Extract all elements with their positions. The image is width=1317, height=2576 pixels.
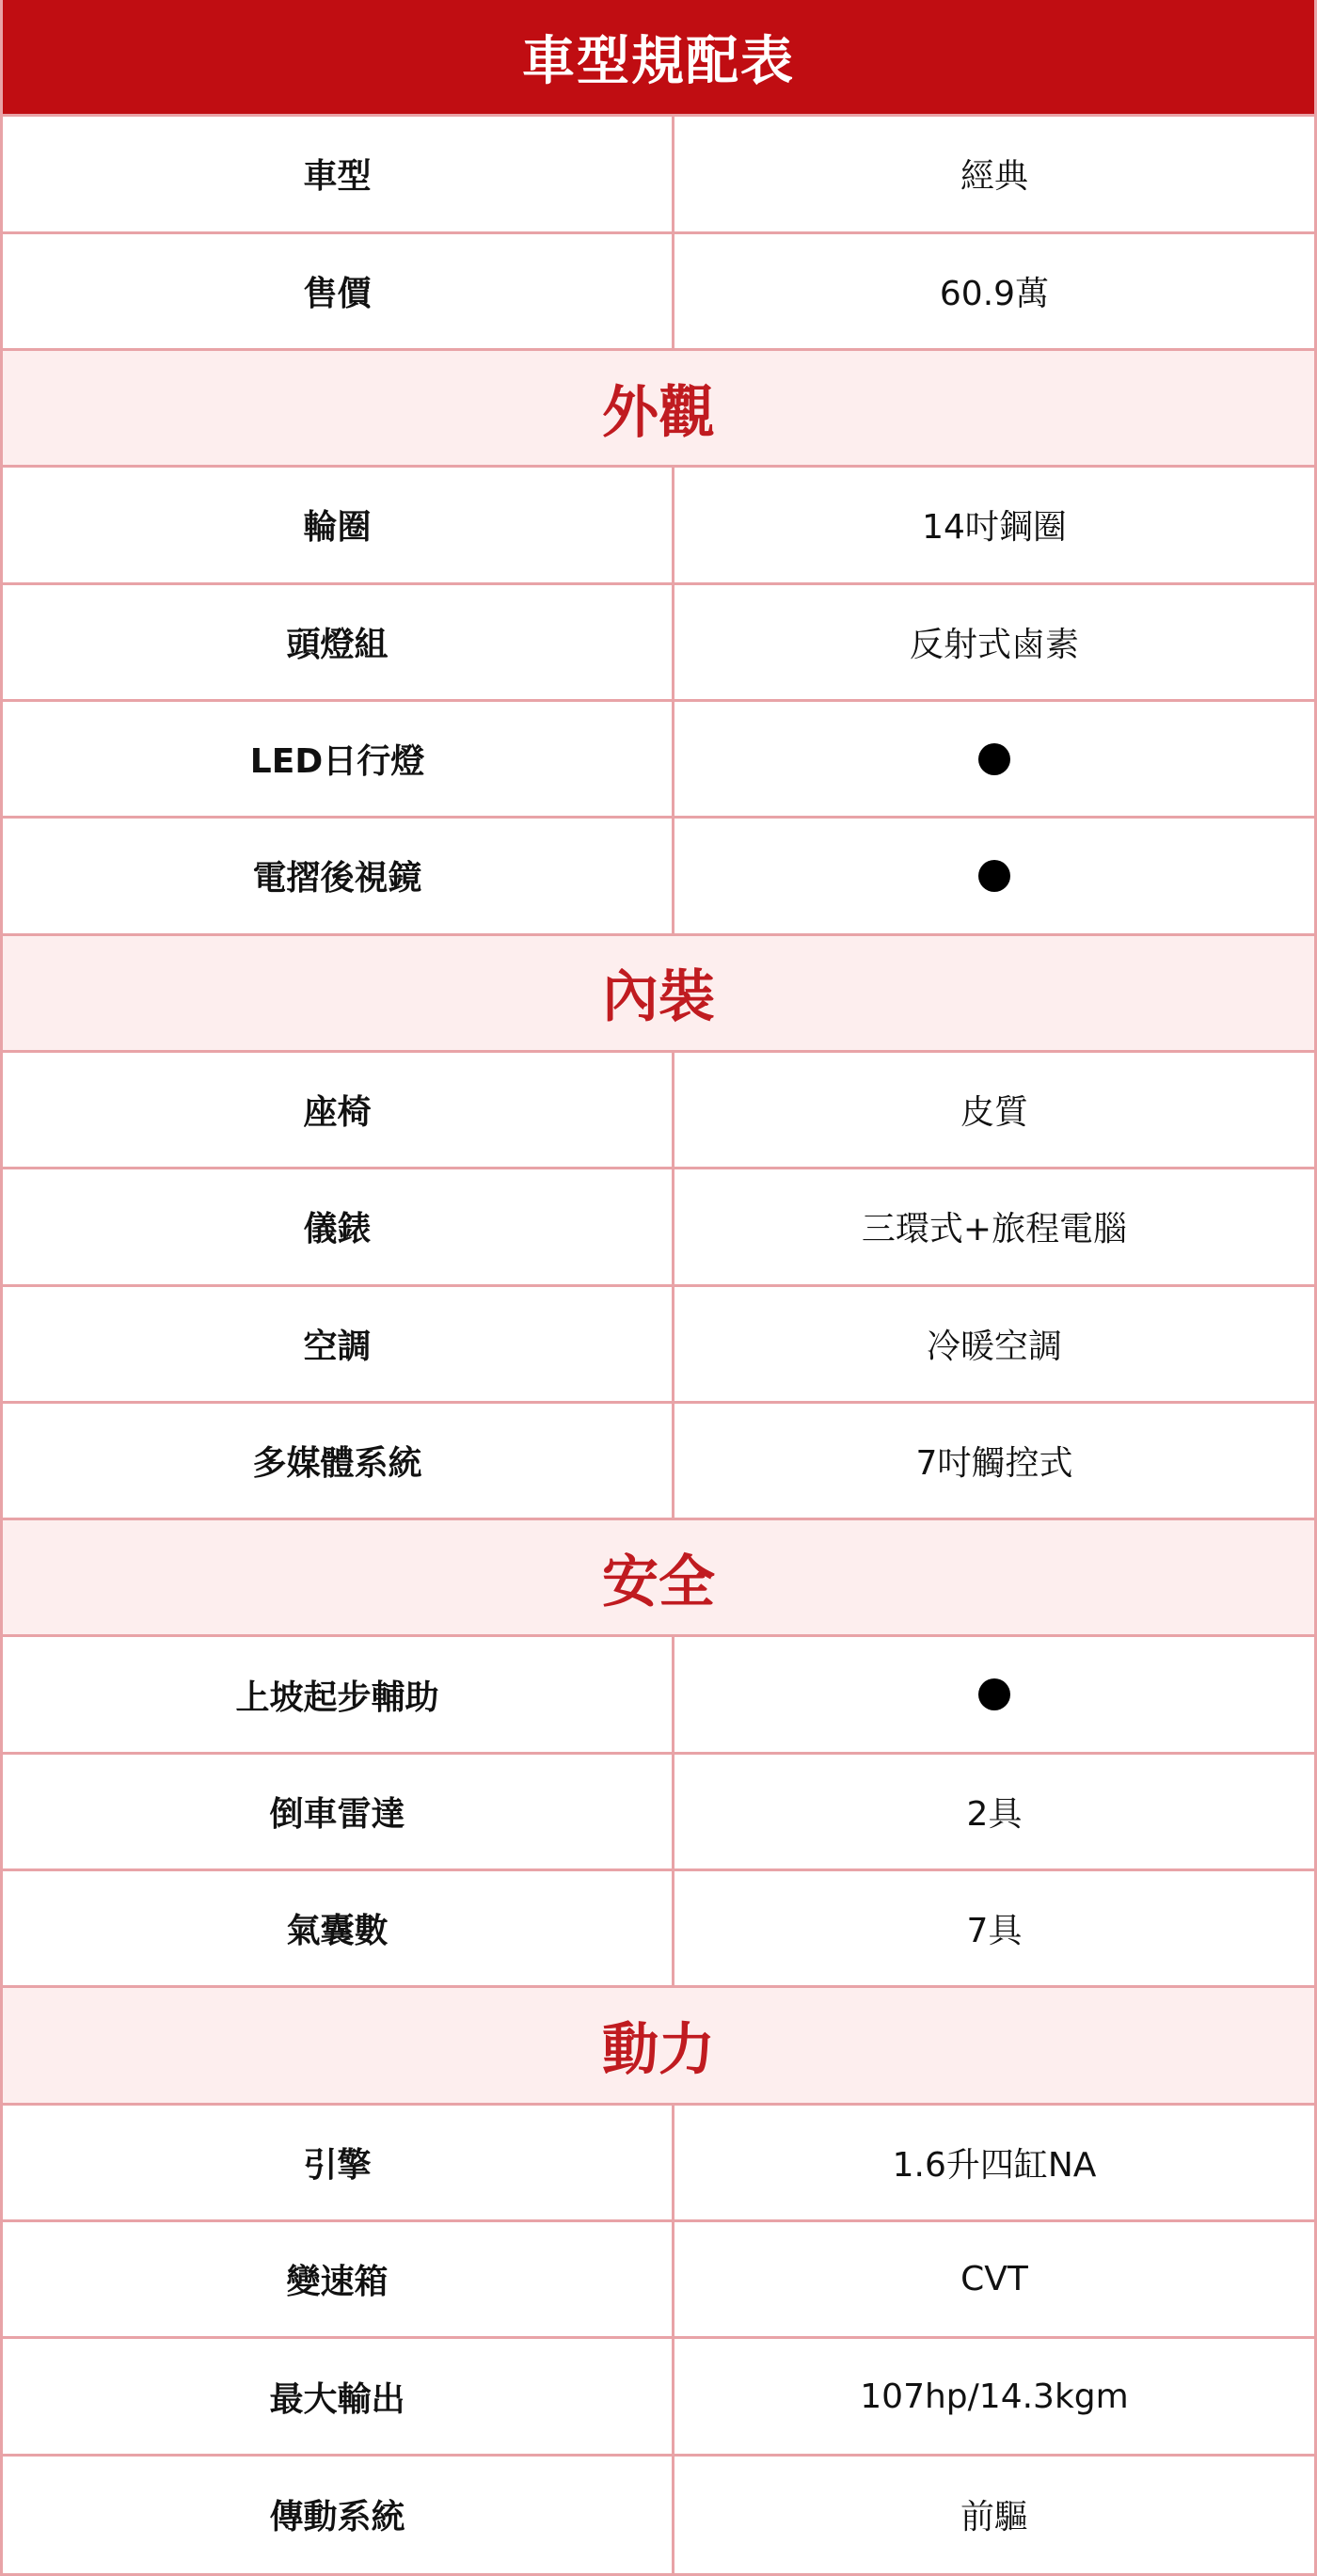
section-heading-powertrain: 動力 [3,1988,1314,2105]
spec-row-power-folding-mirrors [3,819,1314,935]
spec-label: 氣囊數 [3,1871,674,1985]
spec-label: 傳動系統 [3,2457,674,2573]
spec-value: 反射式鹵素 [909,625,1079,664]
spec-value: 皮質 [960,1093,1028,1133]
spec-value: 前驅 [960,2498,1028,2537]
spec-row-engine [3,2106,1314,2222]
spec-value [674,819,1314,932]
spec-label: 最大輸出 [3,2339,674,2453]
spec-label: 變速箱 [3,2222,674,2336]
spec-label: 電摺後視鏡 [3,819,674,932]
spec-label: 售價 [3,234,674,348]
spec-row-ac [3,1287,1314,1404]
spec-row-wheels [3,468,1314,584]
spec-row-model [3,117,1314,233]
filled-circle-icon [978,860,1010,892]
spec-label: 頭燈組 [3,585,674,699]
spec-value: 經典 [960,157,1028,197]
spec-label: 上坡起步輔助 [3,1637,674,1751]
spec-row-headlights [3,585,1314,702]
section-heading-interior: 內裝 [3,936,1314,1053]
spec-value: 14吋鋼圈 [922,508,1067,548]
spec-value: CVT [960,2260,1028,2299]
spec-value: 2具 [966,1794,1023,1834]
spec-value: 冷暖空調 [926,1327,1062,1366]
spec-label: 座椅 [3,1053,674,1167]
spec-row-max-output [3,2339,1314,2456]
filled-circle-icon [978,743,1010,775]
spec-value: 107hp/14.3kgm [860,2377,1129,2416]
spec-row-gauges [3,1169,1314,1286]
spec-row-seats [3,1053,1314,1169]
spec-value: 1.6升四缸NA [892,2145,1097,2185]
spec-row-multimedia [3,1404,1314,1520]
spec-label: 車型 [3,117,674,231]
spec-label: 多媒體系統 [3,1404,674,1518]
spec-value: 60.9萬 [939,274,1050,313]
spec-value [674,1637,1314,1751]
section-heading-safety: 安全 [3,1520,1314,1637]
spec-label: 倒車雷達 [3,1755,674,1868]
spec-row-price [3,234,1314,351]
spec-label: 引擎 [3,2106,674,2219]
spec-row-hill-start-assist [3,1637,1314,1754]
spec-value: 7具 [966,1912,1023,1951]
spec-row-airbags [3,1871,1314,1988]
spec-value: 三環式+旅程電腦 [861,1210,1128,1249]
spec-label: 輪圈 [3,468,674,581]
spec-label: 空調 [3,1287,674,1401]
filled-circle-icon [978,1678,1010,1710]
spec-row-reverse-radar [3,1755,1314,1871]
spec-value [674,702,1314,816]
spec-value: 7吋觸控式 [915,1443,1073,1483]
spec-label: LED日行燈 [3,702,674,816]
table-title: 車型規配表 [3,0,1314,117]
spec-row-drivetrain [3,2457,1314,2573]
spec-row-led-drl [3,702,1314,819]
spec-label: 儀錶 [3,1169,674,1283]
spec-row-transmission [3,2222,1314,2339]
section-heading-exterior: 外觀 [3,351,1314,468]
